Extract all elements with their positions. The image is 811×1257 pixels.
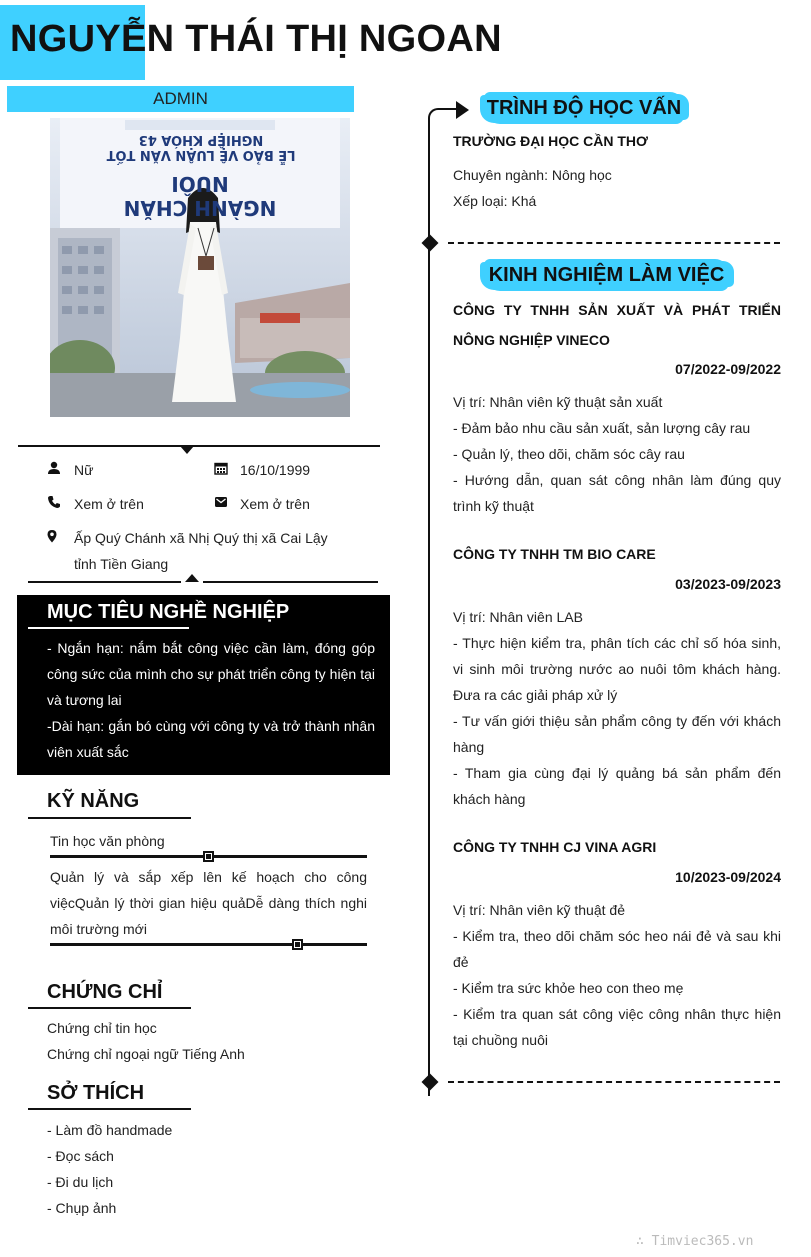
job-company: CÔNG TY TNHH CJ VINA AGRI: [453, 839, 657, 855]
gender-value: Nữ: [74, 462, 94, 478]
address-line-1: Ấp Quý Chánh xã Nhị Quý thị xã Cai Lậy: [74, 530, 328, 546]
education-rank: Xếp loại: Khá: [453, 193, 537, 209]
candidate-name: NGUYỄN THÁI THỊ NGOAN: [10, 18, 502, 60]
job-detail: - Tham gia cùng đại lý quảng bá sản phẩm đến khách hàng: [453, 765, 781, 807]
hobby-item: - Đi du lịch: [47, 1174, 114, 1190]
job-period: 10/2023-09/2024: [675, 869, 781, 885]
certificate-item: Chứng chỉ tin học: [47, 1020, 157, 1036]
objective-title-underline: [28, 627, 189, 629]
experience-title: KINH NGHIỆM LÀM VIỆC: [488, 264, 725, 286]
envelope-icon: [214, 495, 228, 509]
job-detail: Vị trí: Nhân viên LAB: [453, 609, 583, 625]
skills-title-underline: [28, 817, 191, 819]
info-bottom-rule: [28, 581, 378, 583]
job-detail: - Kiểm tra quan sát công việc công nhân thực hiện tại chuồng nuôi: [453, 1006, 781, 1048]
job-detail: - Thực hiện kiểm tra, phân tích các chỉ số hóa sinh, vi sinh môi trường nước ao nuôi tôm khách hàng. Đưa ra các giải pháp xử lý: [453, 635, 781, 703]
job-detail: Vị trí: Nhân viên kỹ thuật đẻ: [453, 902, 625, 918]
timeline-divider: [448, 1081, 780, 1083]
objective-short-term: - Ngắn hạn: nắm bắt công việc cần làm, đóng góp công sức của mình cho sự phát triển công ty hiện tại và tương lai: [47, 640, 375, 708]
timeline-line: [428, 118, 430, 1096]
job-detail: - Tư vấn giới thiệu sản phẩm công ty đến với khách hàng: [453, 713, 781, 755]
skills-title: KỸ NĂNG: [47, 790, 140, 812]
phone-value: Xem ở trên: [74, 496, 144, 512]
certificates-title-underline: [28, 1007, 191, 1009]
info-top-rule: [18, 445, 380, 447]
info-top-pointer: [180, 446, 194, 454]
job-detail: - Quản lý, theo dõi, chăm sóc cây rau: [453, 446, 685, 462]
photo-banner-line2: NGÀNH CHĂN NUÔI: [123, 172, 277, 220]
calendar-icon: [214, 461, 228, 475]
job-detail: - Kiểm tra sức khỏe heo con theo mẹ: [453, 980, 684, 996]
map-pin-icon: [45, 529, 59, 543]
timeline-diamond-icon: [422, 235, 439, 252]
hobby-item: - Làm đồ handmade: [47, 1122, 173, 1138]
email-value: Xem ở trên: [240, 496, 310, 512]
job-company: CÔNG TY TNHH TM BIO CARE: [453, 546, 656, 562]
education-major: Chuyên ngành: Nông học: [453, 167, 612, 183]
phone-icon: [47, 495, 61, 509]
watermark: ∴ Timviec365.vn: [636, 1234, 754, 1249]
objective-long-term: -Dài hạn: gắn bó cùng với công ty và trở thành nhân viên xuất sắc: [47, 718, 375, 760]
job-detail: - Kiểm tra, theo dõi chăm sóc heo nái đẻ và sau khi đẻ: [453, 928, 781, 970]
candidate-role: ADMIN: [7, 86, 354, 112]
skill-level-knob: [292, 939, 303, 950]
timeline-divider: [448, 242, 780, 244]
objective-section: [17, 595, 390, 775]
job-detail: - Hướng dẫn, quan sát công nhân làm đúng quy trình kỹ thuật: [453, 472, 781, 514]
hobbies-title-underline: [28, 1108, 191, 1110]
birthday-value: 16/10/1999: [240, 462, 311, 478]
education-title: TRÌNH ĐỘ HỌC VẤN: [486, 97, 682, 119]
certificates-title: CHỨNG CHỈ: [47, 981, 163, 1003]
info-bottom-pointer: [185, 574, 199, 582]
hobby-item: - Chụp ảnh: [47, 1200, 117, 1216]
person-icon: [47, 461, 61, 475]
profile-photo: [50, 118, 350, 417]
photo-banner-line1: LỄ BẢO VỆ LUẬN VĂN TỐT NGHIỆP KHÓA 43: [106, 132, 296, 162]
job-detail: - Đảm bảo nhu cầu sản xuất, sản lượng cây rau: [453, 420, 751, 436]
job-company: CÔNG TY TNHH SẢN XUẤT VÀ PHÁT TRIỂN NÔNG NGHIỆP VINECO: [453, 302, 781, 348]
job-detail: Vị trí: Nhân viên kỹ thuật sản xuất: [453, 394, 663, 410]
hobbies-title: SỞ THÍCH: [47, 1082, 145, 1104]
hobby-item: - Đọc sách: [47, 1148, 114, 1164]
objective-title: MỤC TIÊU NGHỀ NGHIỆP: [47, 601, 290, 623]
job-period: 07/2022-09/2022: [675, 361, 781, 377]
timeline-arrow-icon: [456, 101, 469, 119]
skill-bar: [50, 943, 367, 946]
education-school: TRƯỜNG ĐẠI HỌC CẦN THƠ: [453, 133, 648, 149]
certificate-item: Chứng chỉ ngoại ngữ Tiếng Anh: [47, 1046, 245, 1062]
job-period: 03/2023-09/2023: [675, 576, 781, 592]
skill-label: Quản lý và sắp xếp lên kế hoạch cho công việcQuản lý thời gian hiệu quảDễ dàng thích nghi môi trường mới: [50, 869, 367, 937]
address-line-2: tỉnh Tiền Giang: [74, 556, 169, 572]
skill-level-knob: [203, 851, 214, 862]
skill-label: Tin học văn phòng: [50, 833, 165, 849]
timeline-diamond-icon: [422, 1074, 439, 1091]
timeline-top-curve: [428, 108, 458, 120]
